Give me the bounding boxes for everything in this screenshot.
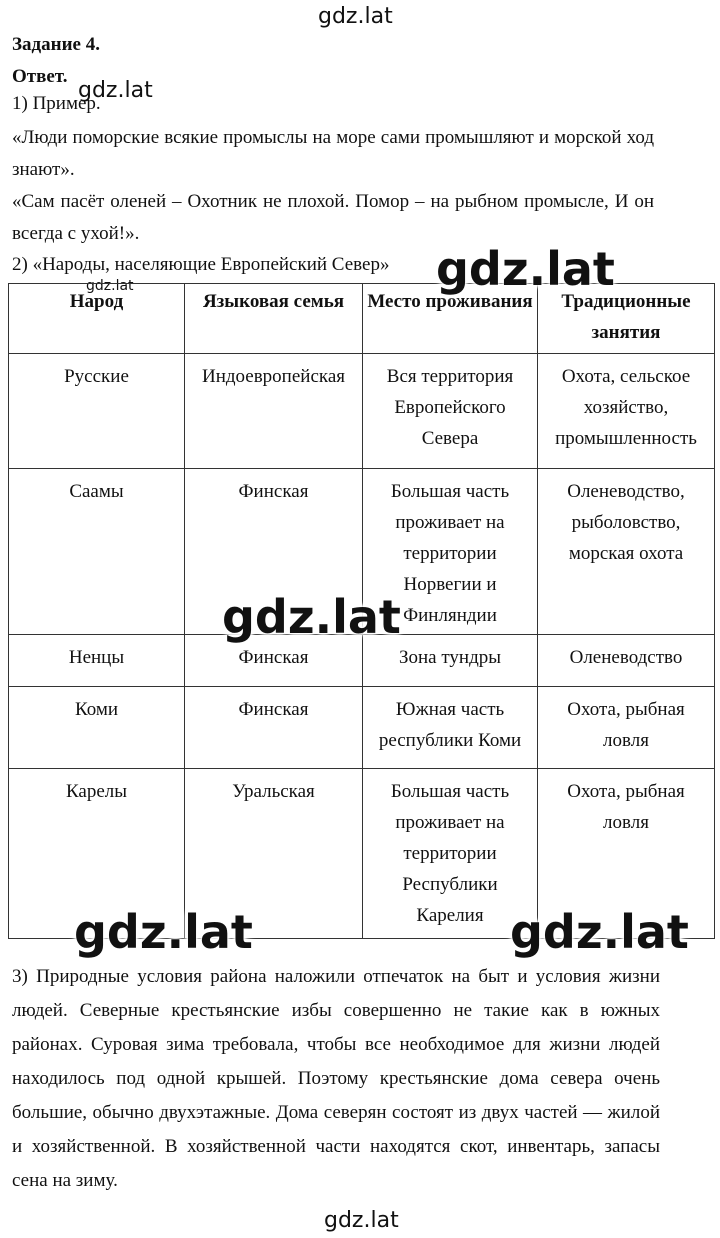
watermark-top: gdz.lat xyxy=(318,4,393,29)
table-cell: Индоевропейская xyxy=(185,354,363,469)
watermark-table-bottom-right: gdz.lat xyxy=(510,905,689,959)
answer-label: Ответ. xyxy=(12,66,68,87)
table-cell: Оленеводство xyxy=(538,635,715,687)
table-cell: Южная часть республики Коми xyxy=(363,687,538,769)
watermark-table-bottom-left: gdz.lat xyxy=(74,905,253,959)
watermark-table-middle: gdz.lat xyxy=(222,590,401,644)
watermark-table-title: gdz.lat xyxy=(436,242,615,296)
header-language-family: Языковая семья xyxy=(185,284,363,354)
table-cell: Большая часть проживает на территории Норвегии и Финляндии xyxy=(363,469,538,635)
table-cell: Охота, сельское хозяйство, промышленность xyxy=(538,354,715,469)
watermark-small-header: gdz.lat xyxy=(78,78,153,103)
table-cell: Саамы xyxy=(9,469,185,635)
table-cell: Ненцы xyxy=(9,635,185,687)
quote-1: «Люди поморские всякие промыслы на море сами промышляют и морской ход знают». xyxy=(12,127,654,180)
task-title: Задание 4. xyxy=(12,34,100,55)
table-cell: Коми xyxy=(9,687,185,769)
table-cell: Охота, рыбная ловля xyxy=(538,687,715,769)
table-cell: Уральская xyxy=(185,769,363,939)
quote-2: «Сам пасёт оленей – Охотник не плохой. Помор – на рыбном промысле, И он всегда с ухой!». xyxy=(12,191,654,244)
table-cell: Финская xyxy=(185,635,363,687)
table-cell: Русские xyxy=(9,354,185,469)
table-title: 2) «Народы, населяющие Европейский Север» xyxy=(12,254,390,275)
table-row xyxy=(9,354,715,469)
watermark-bottom: gdz.lat xyxy=(324,1208,399,1233)
table-cell: Охота, рыбная ловля xyxy=(538,769,715,939)
table-cell: Большая часть проживает на территории Республики Карелия xyxy=(363,769,538,939)
watermark-tiny: gdz.lat xyxy=(86,278,134,294)
table-cell: Карелы xyxy=(9,769,185,939)
table-cell: Финская xyxy=(185,469,363,635)
table-cell: Оленеводство, рыболовство, морская охота xyxy=(538,469,715,635)
header-occupations: Традиционные занятия xyxy=(538,284,715,354)
table-cell: Зона тундры xyxy=(363,635,538,687)
header-people: Народ xyxy=(9,284,185,354)
paragraph-3: 3) Природные условия района наложили отпечаток на быт и условия жизни людей. Северные крестьянские избы совершенно не такие как в южных районах. Суровая зима требовала, чтобы все необходимое для жизни людей находилось под одной крышей. Поэтому крестьянские дома севера очень большие, обычно двухэтажные. Дома северян состоят из двух частей — жилой и хозяйственной. В хозяйственной части находятся скот, инвентарь, запасы сена на зиму. xyxy=(12,966,660,1191)
table-cell: Финская xyxy=(185,687,363,769)
table-row xyxy=(9,687,715,769)
table-cell: Вся территория Европейского Севера xyxy=(363,354,538,469)
header-residence: Место проживания xyxy=(363,284,538,354)
example-label: 1) Пример. xyxy=(12,93,101,114)
